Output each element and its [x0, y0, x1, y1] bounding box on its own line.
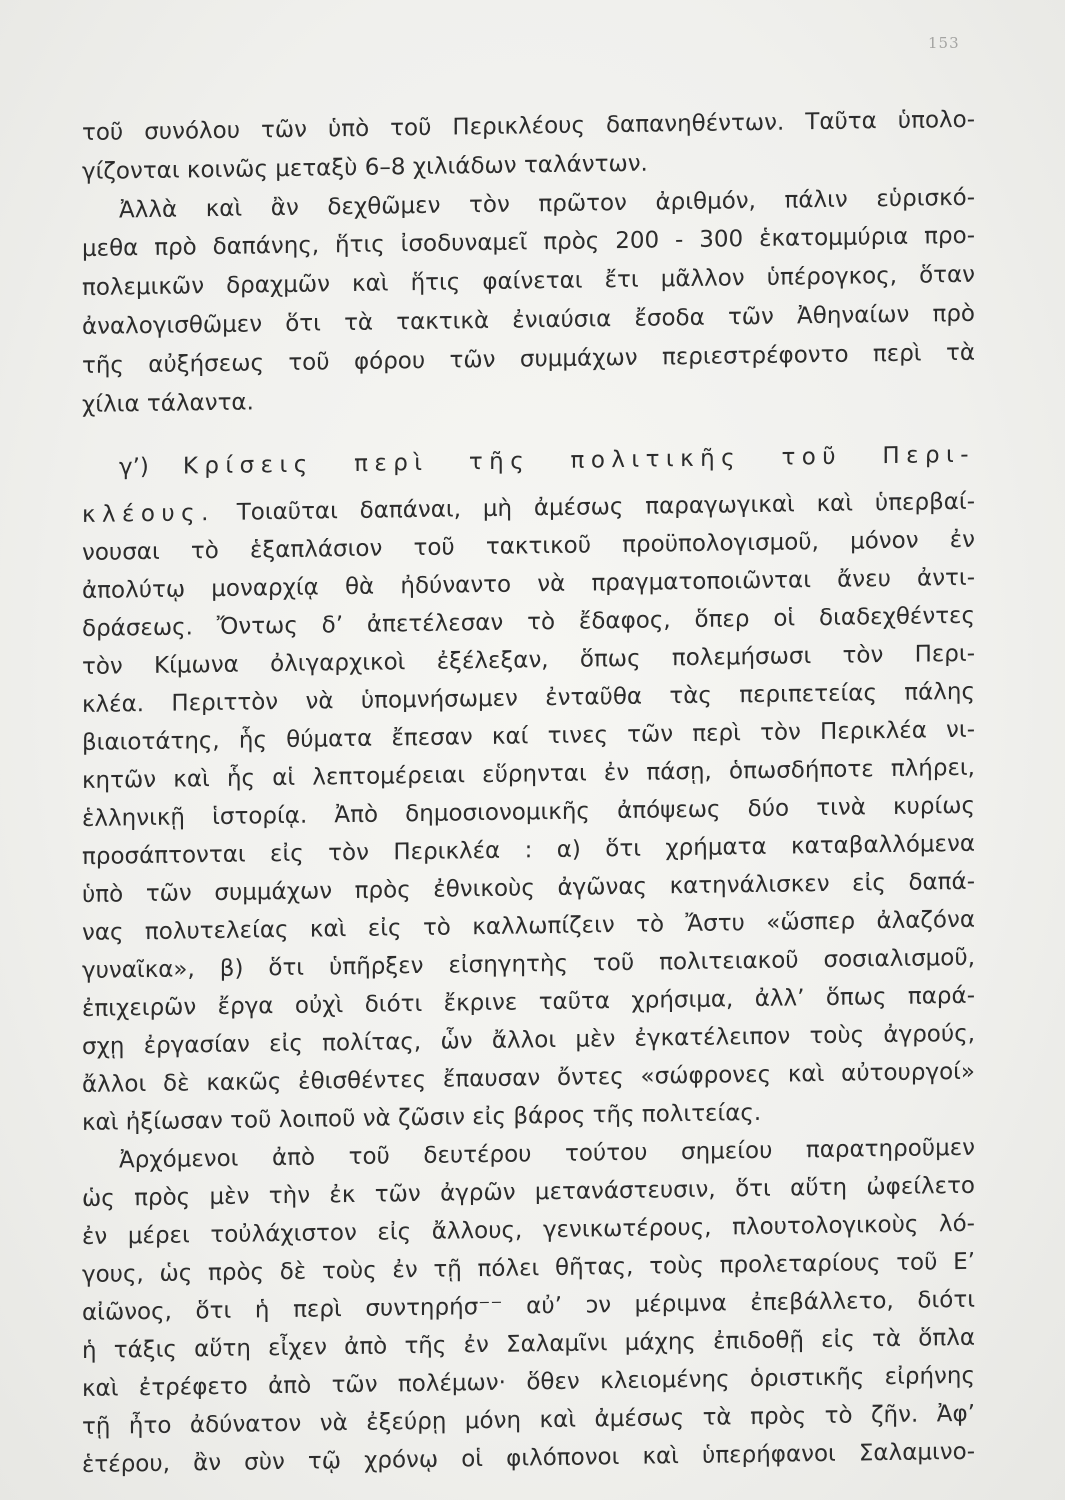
page-number: 153: [928, 34, 960, 52]
text-line: χίλια τάλαντα.: [82, 389, 254, 418]
section-title: Κρίσεις περὶ τῆς πολιτικῆς τοῦ Περι-: [182, 441, 975, 480]
text-line: γίζονται κοινῶς μεταξὺ 6–8 χιλιάδων ταλάντων.: [82, 150, 648, 185]
text-line: ἐπιχειρῶν ἔργα οὐχὶ διότι ἔκρινε ταῦτα χρήσιμα, ἀλλ’ ὅπως παρά-: [82, 982, 975, 1022]
text-line: ἡ τάξις αὕτη εἶχεν ἀπὸ τῆς ἐν Σαλαμῖνι μάχης ἐπιδοθῇ εἰς τὰ ὅπλα: [82, 1324, 975, 1364]
body-text: [82, 101, 975, 1484]
text-line: τῆς αὐξήσεως τοῦ φόρου τῶν συμμάχων περιεστρέφοντο περὶ τὰ: [82, 339, 975, 379]
text-line: τῇ ἦτο ἀδύνατον νὰ ἐξεύρῃ μόνη καὶ ἀμέσως τὰ πρὸς τὸ ζῆν. Ἀφ’: [82, 1400, 975, 1440]
text-line: ἄλλοι δὲ κακῶς ἐθισθέντες ἔπαυσαν ὄντες «σώφρονες καὶ αὐτουργοί»: [82, 1058, 975, 1098]
text-line: δράσεως. Ὄντως δ’ ἀπετέλεσαν τὸ ἔδαφος, ὅπερ οἱ διαδεχθέντες: [82, 602, 975, 642]
text-line: αἰῶνος, ὅτι ἡ περὶ συντηρήσ⁻⁻ αὐ’ ͻν μέριμνα ἐπεβάλλετο, διότι: [82, 1286, 975, 1326]
text-line: ἑλληνικῇ ἱστορίᾳ. Ἀπὸ δημοσιονομικῆς ἀπόψεως δύο τινὰ κυρίως: [82, 792, 975, 832]
text-line: Ἀλλὰ καὶ ἂν δεχθῶμεν τὸν πρῶτον ἀριθμόν, πάλιν εὑρισκό-: [119, 184, 975, 224]
text-line: ἑτέρου, ἂν σὺν τῷ χρόνῳ οἱ φιλόπονοι καὶ ὑπερήφανοι Σαλαμινο-: [82, 1438, 975, 1478]
text-line: νας πολυτελείας καὶ εἰς τὸ καλλωπίζειν τὸ Ἄστυ «ὥσπερ ἀλαζόνα: [82, 906, 975, 946]
text-line: νουσαι τὸ ἑξαπλάσιον τοῦ τακτικοῦ προϋπολογισμοῦ, μόνον ἐν: [82, 526, 975, 566]
text-line: ὡς πρὸς μὲν τὴν ἐκ τῶν ἀγρῶν μετανάστευσιν, ὅτι αὕτη ὠφείλετο: [82, 1172, 975, 1212]
section-first-line-text: Τοιαῦται δαπάναι, μὴ ἀμέσως παραγωγικαὶ καὶ ὑπερβαί-: [236, 488, 975, 526]
text-line: κητῶν καὶ ἧς αἱ λεπτομέρειαι εὕρηνται ἐν πάσῃ, ὁπωσδήποτε πλήρει,: [82, 754, 975, 794]
text-line: βιαιοτάτης, ἧς θύματα ἔπεσαν καί τινες τῶν περὶ τὸν Περικλέα νι-: [82, 716, 975, 756]
text-line: καὶ ἐτρέφετο ἀπὸ τῶν πολέμων· ὅθεν κλειομένης ὁριστικῆς εἰρήνης: [82, 1362, 975, 1402]
text-line: τὸν Κίμωνα ὀλιγαρχικοὶ ἐξέλεξαν, ὅπως πολεμήσωσι τὸν Περι-: [82, 640, 975, 680]
opening-paragraphs: [82, 101, 975, 425]
section-g: [82, 436, 975, 1142]
section-title-continuation: κλέους.: [82, 499, 215, 528]
text-line: γους, ὡς πρὸς δὲ τοὺς ἐν τῇ πόλει θῆτας, τοὺς προλεταρίους τοῦ Ε’: [82, 1248, 975, 1288]
text-line: καὶ ἠξίωσαν τοῦ λοιποῦ νὰ ζῶσιν εἰς βάρος τῆς πολιτείας.: [82, 1099, 762, 1136]
paragraph-4: [82, 1129, 975, 1484]
text-line: ἐν μέρει τοὐλάχιστον εἰς ἄλλους, γενικωτέρους, πλουτολογικοὺς λό-: [82, 1210, 975, 1250]
text-line: τοῦ συνόλου τῶν ὑπὸ τοῦ Περικλέους δαπανηθέντων. Ταῦτα ὑπολο-: [82, 106, 975, 146]
text-line: ἀπολύτῳ μοναρχίᾳ θὰ ἠδύναντο νὰ πραγματοποιῶνται ἄνευ ἀντι-: [82, 564, 975, 604]
text-line: ὑπὸ τῶν συμμάχων πρὸς ἐθνικοὺς ἀγῶνας κατηνάλισκεν εἰς δαπά-: [82, 868, 975, 908]
text-line: προσάπτονται εἰς τὸν Περικλέα : α) ὅτι χρήματα καταβαλλόμενα: [82, 830, 975, 870]
text-line: Ἀρχόμενοι ἀπὸ τοῦ δευτέρου τούτου σημείου παρατηροῦμεν: [119, 1134, 975, 1174]
section-heading-line: [82, 436, 975, 487]
section-label: γ’): [119, 453, 149, 481]
text-line: πολεμικῶν δραχμῶν καὶ ἥτις φαίνεται ἔτι μᾶλλον ὑπέρογκος, ὅταν: [82, 261, 975, 302]
text-line: ἀναλογισθῶμεν ὅτι τὰ τακτικὰ ἐνιαύσια ἔσοδα τῶν Ἀθηναίων πρὸ: [82, 300, 975, 340]
text-line: μεθα πρὸ δαπάνης, ἥτις ἰσοδυναμεῖ πρὸς 200 - 300 ἑκατομμύρια προ-: [82, 223, 975, 263]
text-line: σχῃ ἐργασίαν εἰς πολίτας, ὧν ἄλλοι μὲν ἐγκατέλειπον τοὺς ἀγρούς,: [82, 1020, 975, 1060]
text-line: κλέα. Περιττὸν νὰ ὑπομνήσωμεν ἐνταῦθα τὰς περιπετείας πάλης: [82, 678, 975, 718]
text-line: γυναῖκα», β) ὅτι ὑπῆρξεν εἰσηγητὴς τοῦ πολιτειακοῦ σοσιαλισμοῦ,: [82, 944, 975, 984]
